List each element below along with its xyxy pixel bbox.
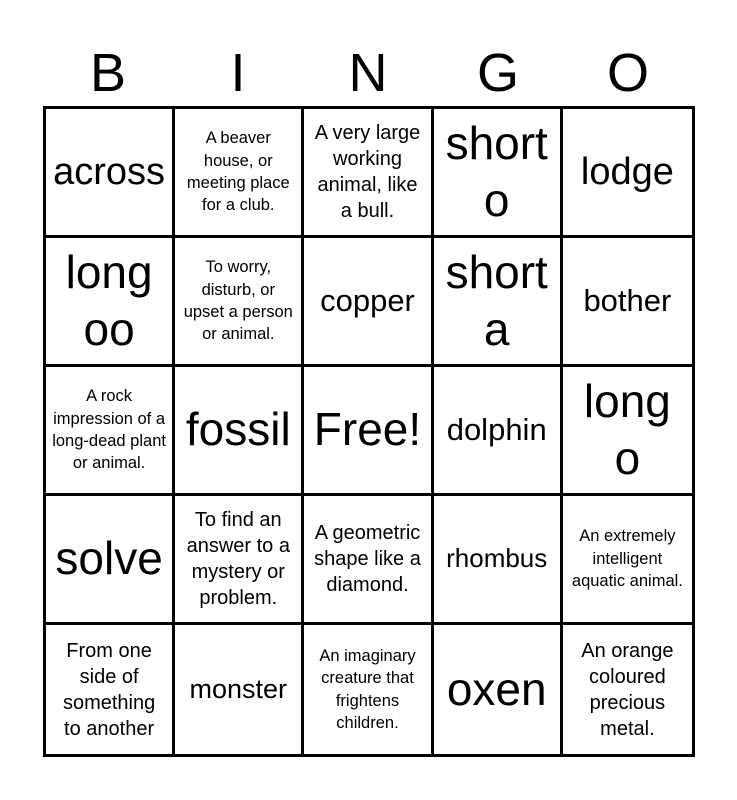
- header-letter-g: G: [476, 43, 519, 103]
- bingo-cell[interactable]: To worry, disturb, or upset a person or animal.: [175, 238, 304, 367]
- bingo-cell[interactable]: dolphin: [434, 367, 563, 496]
- header-letter-n: N: [348, 43, 388, 103]
- bingo-cell[interactable]: solve: [46, 496, 175, 625]
- header-letter-b: B: [89, 43, 127, 103]
- bingo-cell[interactable]: short o: [434, 109, 563, 238]
- free-space[interactable]: Free!: [304, 367, 433, 496]
- bingo-cell[interactable]: From one side of something to another: [46, 625, 175, 754]
- bingo-cell[interactable]: An imaginary creature that frightens children.: [304, 625, 433, 754]
- bingo-cell[interactable]: A beaver house, or meeting place for a club.: [175, 109, 304, 238]
- bingo-cell[interactable]: bother: [563, 238, 692, 367]
- bingo-header: [43, 40, 695, 106]
- bingo-cell[interactable]: An extremely intelligent aquatic animal.: [563, 496, 692, 625]
- header-letter-o: O: [606, 43, 649, 103]
- bingo-cell[interactable]: long o: [563, 367, 692, 496]
- bingo-cell[interactable]: oxen: [434, 625, 563, 754]
- bingo-cell[interactable]: copper: [304, 238, 433, 367]
- bingo-board: [43, 106, 695, 757]
- bingo-cell[interactable]: short a: [434, 238, 563, 367]
- header-letter-i: I: [230, 43, 246, 103]
- bingo-cell[interactable]: An orange coloured precious metal.: [581, 639, 674, 740]
- bingo-cell[interactable]: across: [46, 109, 175, 238]
- bingo-cell[interactable]: long oo: [46, 238, 175, 367]
- bingo-cell[interactable]: To find an answer to a mystery or problem.: [175, 496, 304, 625]
- bingo-cell[interactable]: lodge: [563, 109, 692, 238]
- bingo-cell[interactable]: A rock impression of a long-dead plant or animal.: [46, 367, 175, 496]
- bingo-cell[interactable]: fossil: [175, 367, 304, 496]
- bingo-cell[interactable]: monster: [175, 625, 304, 754]
- bingo-cell[interactable]: rhombus: [434, 496, 563, 625]
- bingo-cell[interactable]: A geometric shape like a diamond.: [304, 496, 433, 625]
- bingo-cell[interactable]: A very large working animal, like a bull.: [304, 109, 433, 238]
